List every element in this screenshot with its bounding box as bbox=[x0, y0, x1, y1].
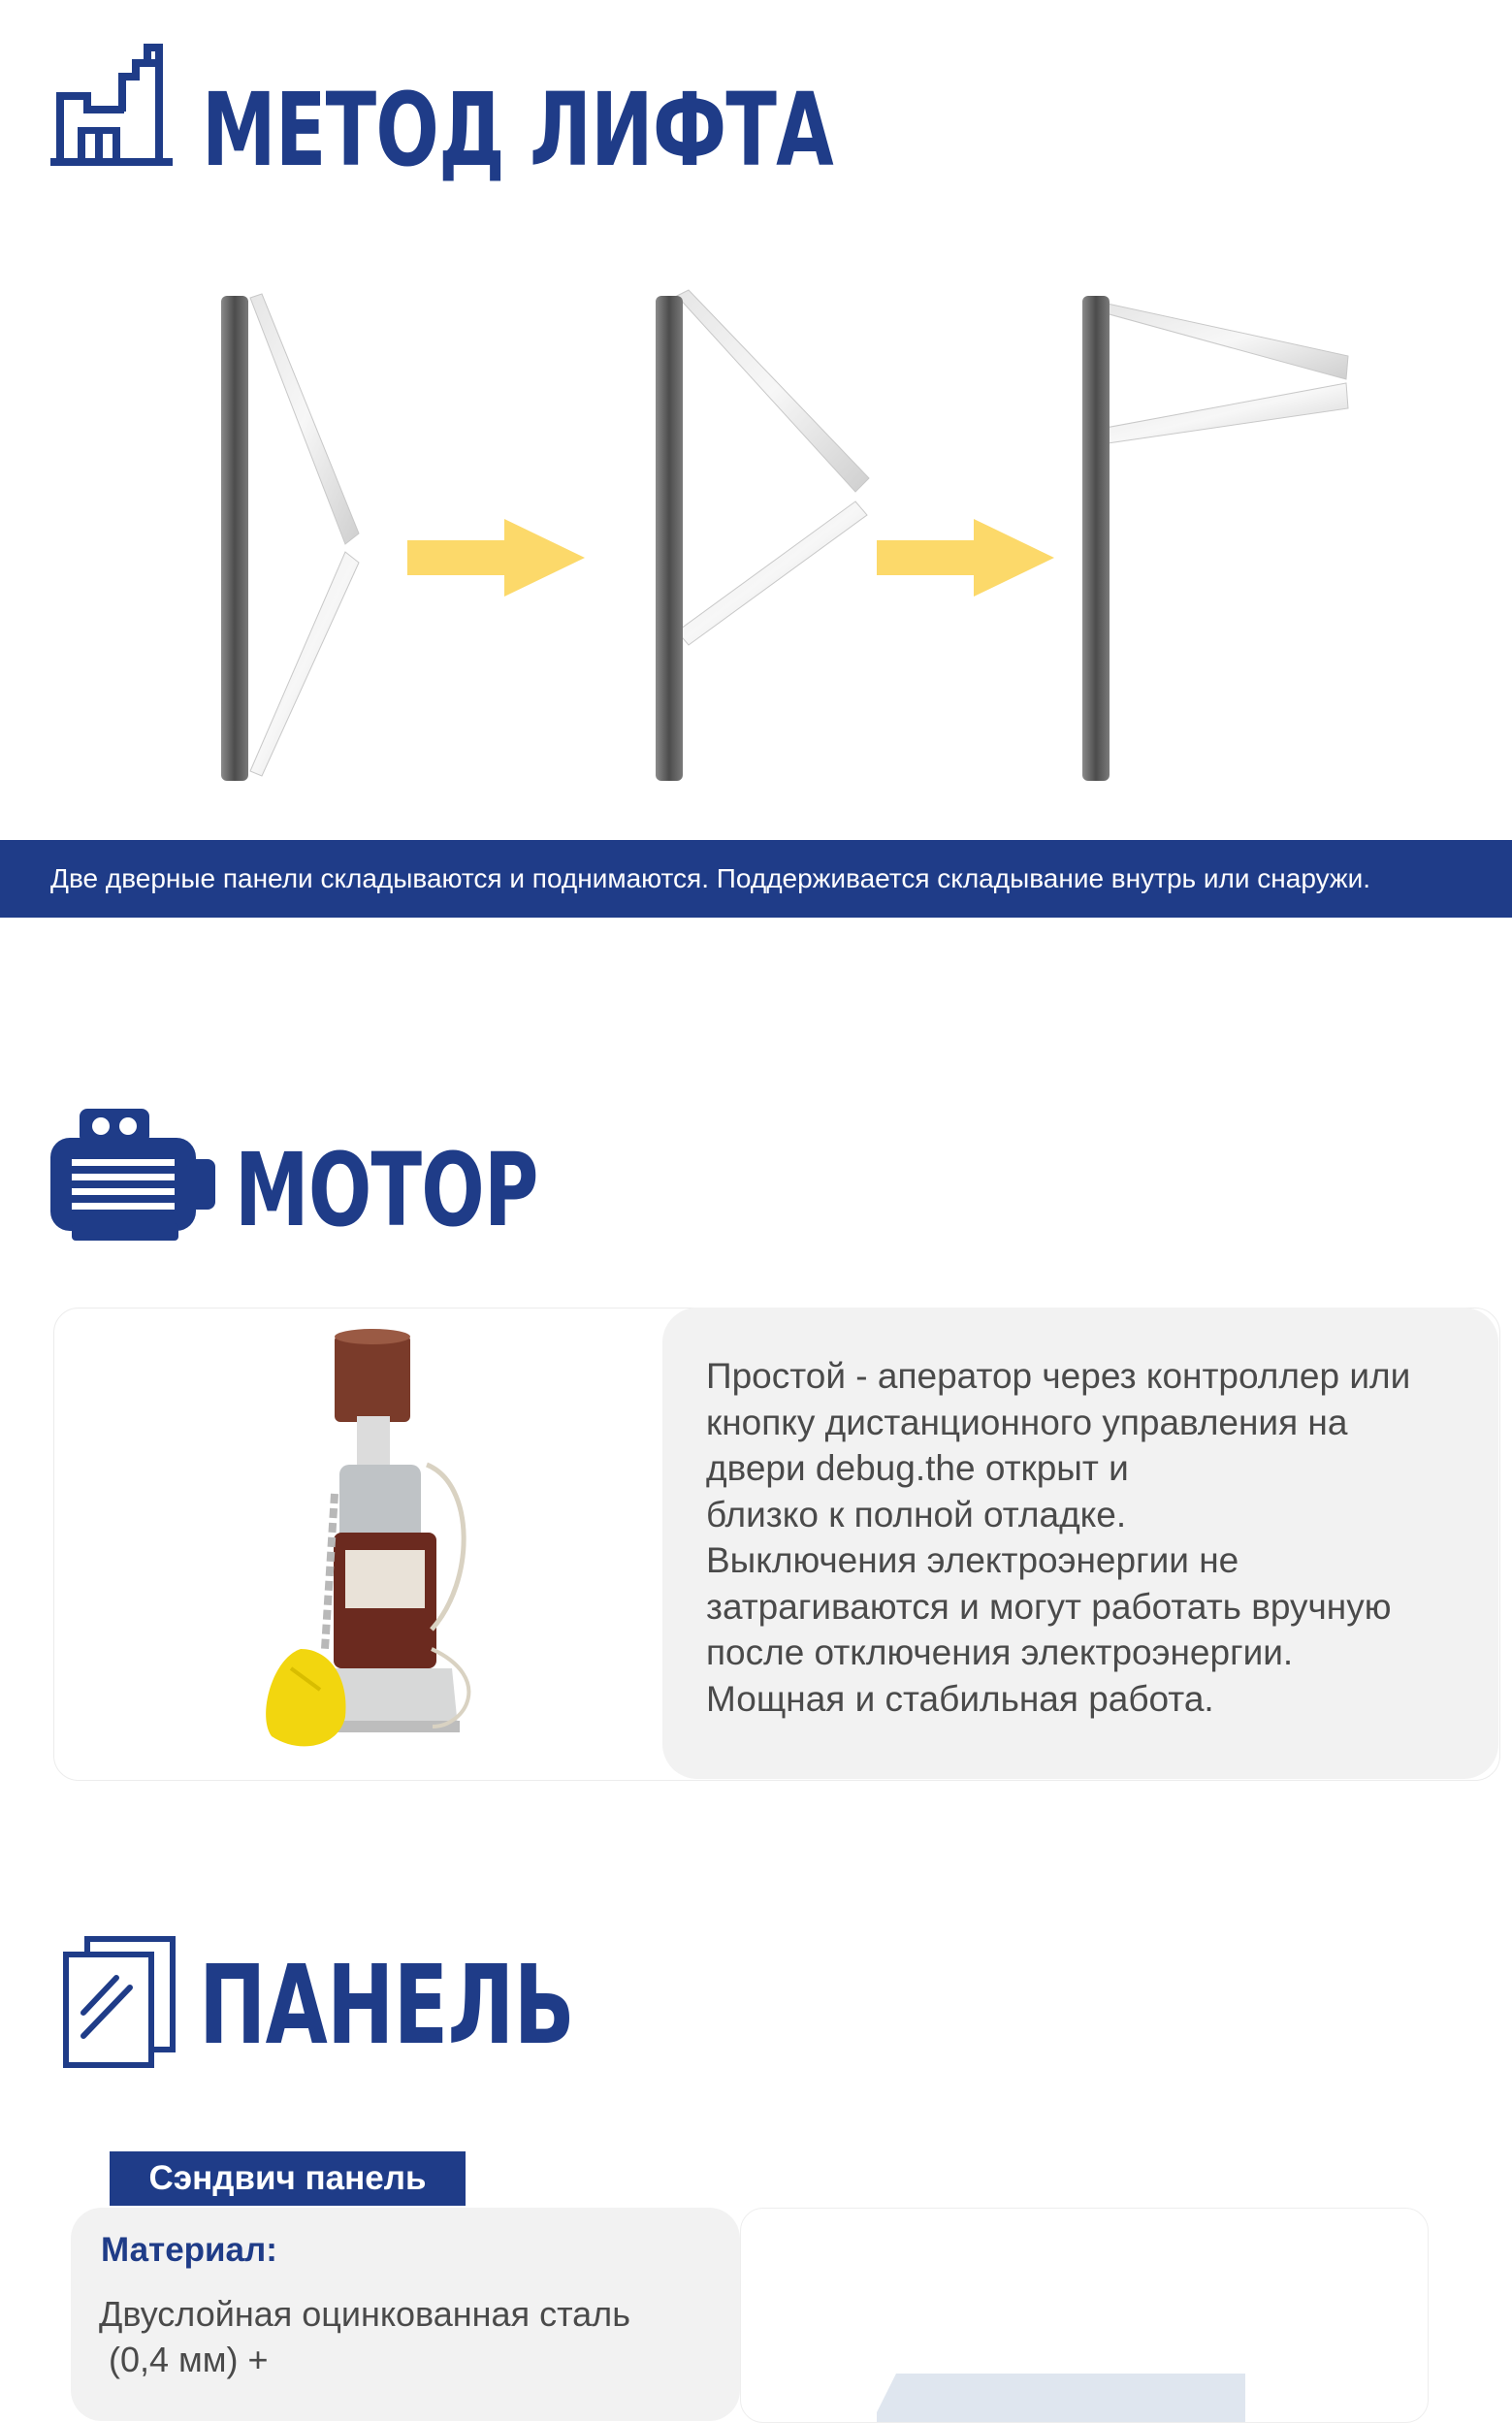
motor-description-line: близко к полной отладке. bbox=[706, 1494, 1127, 1535]
motor-description-line: Мощная и стабильная работа. bbox=[706, 1678, 1214, 1719]
door-post bbox=[656, 296, 683, 781]
arrow-right bbox=[407, 519, 585, 597]
door-leaf-lower bbox=[250, 552, 359, 776]
panel-title: ПАНЕЛЬ bbox=[199, 1943, 575, 2069]
door-leaf-lower bbox=[677, 501, 867, 645]
motor-title: МОТОР bbox=[235, 1131, 538, 1249]
door-post bbox=[221, 296, 248, 781]
door-leaf-lower bbox=[1106, 383, 1348, 443]
material-line: Двуслойная оцинкованная сталь bbox=[99, 2294, 630, 2334]
motor-image bbox=[233, 1329, 504, 1756]
motor-description-line: Выключения электроэнергии не bbox=[706, 1540, 1239, 1580]
folding-diagram bbox=[204, 286, 1367, 800]
motor-description-line: кнопку дистанционного управления на bbox=[706, 1402, 1348, 1442]
lift-title: МЕТОД ЛИФТА bbox=[202, 71, 833, 189]
panel-icon bbox=[62, 1935, 178, 2071]
door-post bbox=[1082, 296, 1110, 781]
motor-description-line: двери debug.the открыт и bbox=[706, 1448, 1129, 1488]
motor-description-line: затрагиваются и могут работать вручную bbox=[706, 1586, 1392, 1627]
motor-description-line: Простой - аператор через контроллер или bbox=[706, 1356, 1411, 1396]
material-label: Материал: bbox=[101, 2231, 277, 2269]
factory-icon bbox=[50, 44, 173, 168]
arrow-right bbox=[877, 519, 1054, 597]
panel-image-card bbox=[740, 2208, 1429, 2423]
panel-image bbox=[857, 2354, 1265, 2422]
panel-type-tag: Сэндвич панель bbox=[110, 2151, 466, 2206]
lift-banner-text: Две дверные панели складываются и поднимаются. Поддерживается складывание внутрь или снаружи. bbox=[50, 863, 1371, 893]
material-line: (0,4 мм) + bbox=[99, 2340, 269, 2379]
lift-banner bbox=[0, 840, 1512, 918]
motor-description bbox=[706, 1353, 1482, 1722]
motor-icon bbox=[50, 1109, 215, 1244]
door-leaf-upper bbox=[1106, 304, 1348, 379]
door-leaf-upper bbox=[250, 294, 359, 544]
door-leaf-upper bbox=[677, 290, 869, 492]
motor-description-line: после отключения электроэнергии. bbox=[706, 1632, 1294, 1672]
